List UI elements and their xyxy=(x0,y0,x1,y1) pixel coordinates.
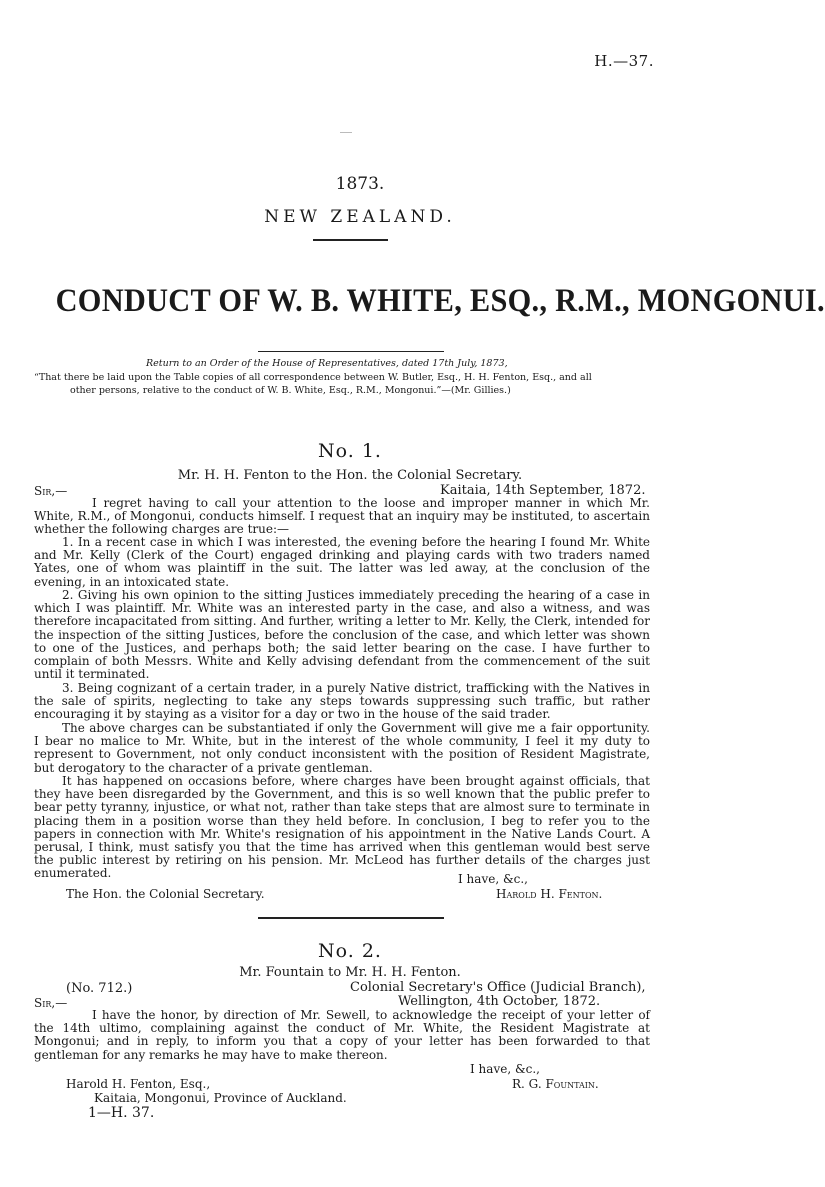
top-dot-rule xyxy=(340,132,352,133)
letter2-addressee-name: Harold H. Fenton, Esq., xyxy=(66,1077,211,1091)
country-rule xyxy=(313,239,388,241)
letter1-number: No. 1. xyxy=(318,440,382,462)
letter2-addressee-place: Kaitaia, Mongonui, Province of Auckland. xyxy=(94,1091,347,1105)
letter2-office: Colonial Secretary's Office (Judicial Branch), xyxy=(350,980,646,995)
letter1-addressee: The Hon. the Colonial Secretary. xyxy=(66,887,265,901)
letter2-closing: I have, &c., xyxy=(470,1062,540,1076)
letter1-paragraph-2: 1. In a recent case in which I was interested, the evening before the hearing I found Mr. White and Mr. Kelly (Clerk of the Court) engaged drinking and playing cards with two traders named Yates, one of whom was plaintiff in the suit. The latter was led away, at the conclusion of the evening, in an intoxicated state. xyxy=(34,535,650,589)
letter1-paragraph-1: I regret having to call your attention to the loose and improper manner in which Mr. White, R.M., of Mongonui, conducts himself. I request that an inquiry may be instituted, to ascertain whether the following charges are true:— xyxy=(34,496,650,537)
return-order-line2: “That there be laid upon the Table copies of all correspondence between W. Butler, Esq., H. H. Fenton, Esq., and all xyxy=(34,372,592,383)
letter2-salutation: Sir,— xyxy=(34,996,68,1010)
letter1-paragraph-6: It has happened on occasions before, where charges have been brought against officials, that they have been disregarded by the Government, and this is so well known that the public prefer to bear petty tyranny, injustice, or what not, rather than take steps that are almost sure to terminate in placing them in a position worse than they held before. In conclusion, I beg to refer you to the papers in connection with Mr. White's resignation of his appointment in the Native Lands Court. A perusal, I think, must satisfy you that the time has arrived when this gentleman would best serve the public interest by retiring on his pension. Mr. McLeod has further details of the charges just enumerated. xyxy=(34,774,650,881)
section-divider xyxy=(258,917,444,919)
country-heading: NEW ZEALAND. xyxy=(264,207,456,227)
letter1-heading: Mr. H. H. Fenton to the Hon. the Colonial Secretary. xyxy=(177,468,523,483)
return-order-line1: Return to an Order of the House of Representatives, dated 17th July, 1873, xyxy=(146,358,508,369)
letter2-ref-number: (No. 712.) xyxy=(66,981,133,996)
letter2-signature: R. G. Fountain. xyxy=(512,1077,599,1091)
year: 1873. xyxy=(335,174,385,194)
letter1-paragraph-3: 2. Giving his own opinion to the sitting Justices immediately preceding the hearing of a case in which I was plaintiff. Mr. White was an interested party in the case, and also a witness, and was therefore incapacitated from sitting. And further, writing a letter to Mr. Kelly, the Clerk, intended for the inspection of the sitting Justices, before the conclusion of the case, and which letter was shown to one of the Justices, and perhaps both; the said letter bearing on the case. I have further to complain of both Messrs. White and Kelly advising defendant from the commencement of the suit until it terminated. xyxy=(34,588,650,682)
title-rule xyxy=(258,351,444,352)
footer-reference: 1—H. 37. xyxy=(88,1105,155,1121)
letter1-paragraph-4: 3. Being cognizant of a certain trader, in a purely Native district, trafficking with the Natives in the sale of spirits, neglecting to take any steps towards suppressing such traffic, but rather encouraging it by staying as a visitor for a day or two in the house of the said trader. xyxy=(34,681,650,722)
document-title: CONDUCT OF W. B. WHITE, ESQ., R.M., MONGONUI. xyxy=(55,283,825,319)
letter2-number: No. 2. xyxy=(318,940,382,962)
letter2-heading: Mr. Fountain to Mr. H. H. Fenton. xyxy=(239,965,461,980)
letter1-place-date: Kaitaia, 14th September, 1872. xyxy=(440,483,646,498)
letter1-closing: I have, &c., xyxy=(458,872,528,886)
letter2-paragraph-1: I have the honor, by direction of Mr. Sewell, to acknowledge the receipt of your letter of the 14th ultimo, complaining against the conduct of Mr. White, the Resident Magistrate at Mongonui; and in reply, to inform you that a copy of your letter has been forwarded to that gentleman for any remarks he may have to make thereon. xyxy=(34,1008,650,1062)
page-reference: H.—37. xyxy=(594,52,654,70)
letter1-salutation: Sir,— xyxy=(34,484,68,498)
letter1-paragraph-5: The above charges can be substantiated if only the Government will give me a fair opportunity. I bear no malice to Mr. White, but in the interest of the whole community, I feel it my duty to represent to Government, not only conduct inconsistent with the position of Resident Magistrate, but derogatory to the character of a private gentleman. xyxy=(34,721,650,775)
letter1-signature: Harold H. Fenton. xyxy=(496,887,603,901)
return-order-line3: other persons, relative to the conduct of W. B. White, Esq., R.M., Mongonui.”—(Mr. Gillies.) xyxy=(70,385,511,396)
letter2-place-date: Wellington, 4th October, 1872. xyxy=(398,994,601,1009)
